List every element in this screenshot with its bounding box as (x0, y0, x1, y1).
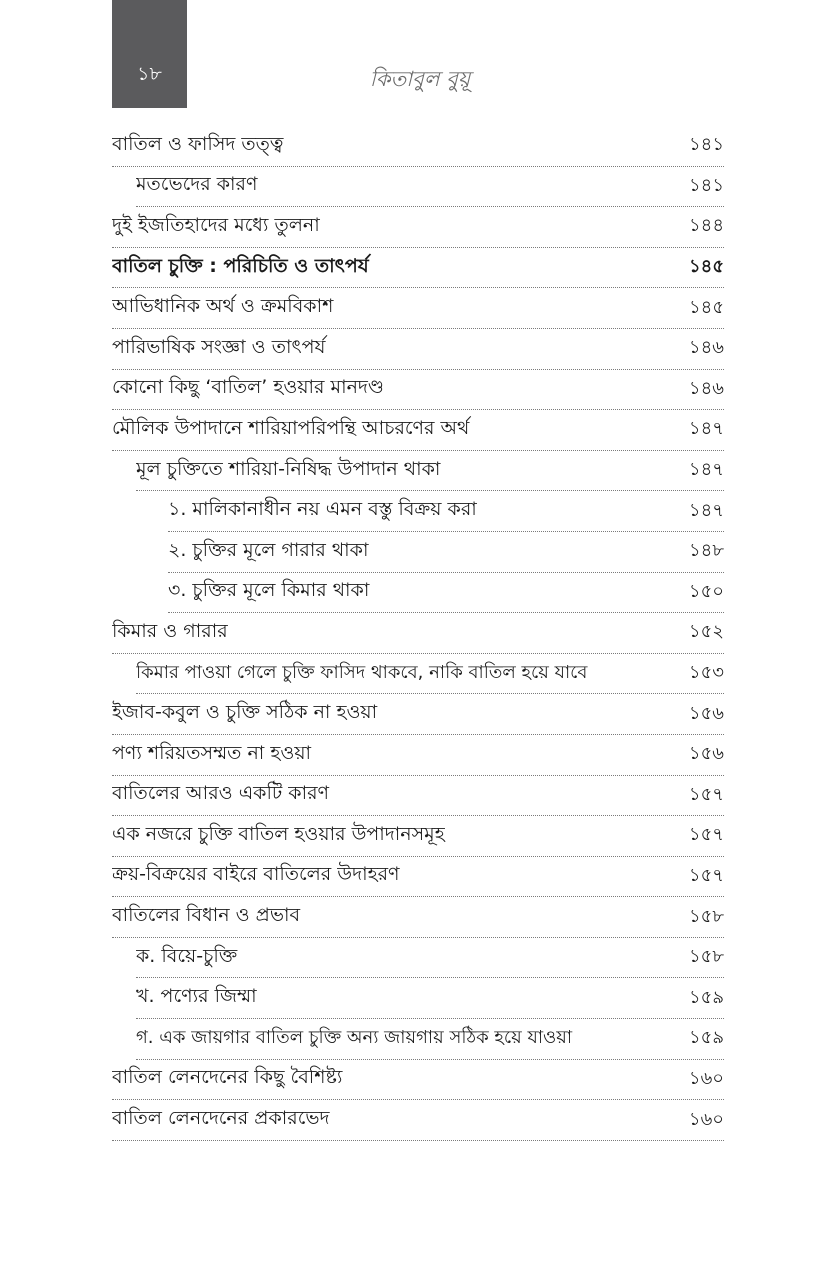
page-number-tab (112, 0, 187, 108)
toc-entry-page-number: ১৫৭ (688, 824, 724, 846)
toc-entry-page-number: ১৪১ (688, 174, 724, 196)
toc-entry-title: ৩. চুক্তির মূলে কিমার থাকা (168, 579, 370, 602)
toc-entry[interactable] (168, 573, 724, 614)
toc-entry-title: মূল চুক্তিতে শারিয়া-নিষিদ্ধ উপাদান থাকা (136, 457, 441, 480)
toc-entry-title: বাতিলের আরও একটি কারণ (112, 782, 330, 805)
toc-entry[interactable] (168, 532, 724, 573)
toc-entry-page-number: ১৪৫ (688, 256, 724, 278)
toc-entry-page-number: ১৪১ (688, 134, 724, 156)
toc-entry[interactable] (136, 978, 724, 1019)
page-number: ১৮ (137, 63, 162, 85)
toc-entry-title: ইজাব-কবুল ও চুক্তি সঠিক না হওয়া (112, 701, 378, 724)
toc-entry-title: কোনো কিছু ‘বাতিল’ হওয়ার মানদণ্ড (112, 376, 385, 399)
toc-entry-title: পণ্য শরিয়তসম্মত না হওয়া (112, 741, 312, 764)
toc-entry-page-number: ১৪৮ (688, 540, 724, 562)
toc-entry[interactable] (112, 1060, 724, 1101)
toc-entry-title: পারিভাষিক সংজ্ঞা ও তাৎপর্য (112, 335, 326, 358)
toc-entry-title: মৌলিক উপাদানে শারিয়াপরিপন্থি আচরণের অর্থ (112, 416, 470, 439)
toc-entry-page-number: ১৪৪ (688, 215, 724, 237)
toc-entry-page-number: ১৪৬ (688, 377, 724, 399)
toc-entry[interactable] (112, 694, 724, 735)
toc-entry-title: খ. পণ্যের জিম্মা (136, 985, 257, 1008)
toc-entry[interactable] (112, 329, 724, 370)
toc-entry-page-number: ১৫২ (688, 621, 724, 643)
toc-entry[interactable] (112, 816, 724, 857)
toc-entry-page-number: ১৫৬ (688, 702, 724, 724)
toc-entry-page-number: ১৬০ (688, 1108, 724, 1130)
toc-entry-title: ক্রয়-বিক্রয়ের বাইরে বাতিলের উদাহরণ (112, 863, 400, 886)
toc-entry-page-number: ১৫০ (688, 580, 724, 602)
toc-entry-page-number: ১৫৩ (688, 662, 724, 684)
toc-entry-title: কিমার ও গারার (112, 619, 228, 642)
toc-entry[interactable] (112, 897, 724, 938)
toc-entry[interactable] (136, 938, 724, 979)
toc-entry-page-number: ১৫৮ (688, 905, 724, 927)
toc-entry-title: ক. বিয়ে-চুক্তি (136, 944, 238, 967)
toc-entry-page-number: ১৫৭ (688, 783, 724, 805)
toc-entry-title: কিমার পাওয়া গেলে চুক্তি ফাসিদ থাকবে, নাকি বাতিল হয়ে যাবে (136, 662, 588, 684)
toc-entry-page-number: ১৫৭ (688, 864, 724, 886)
toc-entry-title: বাতিল লেনদেনের প্রকারভেদ (112, 1107, 330, 1130)
toc-entry-title: মতভেদের কারণ (136, 173, 258, 196)
toc-entry-title: ২. চুক্তির মূলে গারার থাকা (168, 538, 369, 561)
toc-entry[interactable] (136, 1019, 724, 1060)
toc-entry[interactable] (112, 776, 724, 817)
toc-entry[interactable] (136, 451, 724, 492)
toc-entry-title: ১. মালিকানাধীন নয় এমন বস্তু বিক্রয় করা (168, 498, 477, 521)
toc-entry[interactable] (112, 857, 724, 898)
toc-entry[interactable] (112, 288, 724, 329)
toc-entry[interactable] (136, 167, 724, 208)
toc-entry-title: আভিধানিক অর্থ ও ক্রমবিকাশ (112, 295, 334, 318)
toc-entry[interactable] (112, 613, 724, 654)
toc-entry[interactable] (112, 248, 724, 289)
toc-entry-page-number: ১৬০ (688, 1067, 724, 1089)
toc-entry[interactable] (112, 370, 724, 411)
toc-entry-title: এক নজরে চুক্তি বাতিল হওয়ার উপাদানসমূহ (112, 822, 445, 845)
toc-entry-page-number: ১৪৫ (688, 296, 724, 318)
toc-entry-page-number: ১৪৭ (688, 499, 724, 521)
toc-entry[interactable] (112, 126, 724, 167)
toc-entry[interactable] (112, 1100, 724, 1141)
toc-entry-page-number: ১৫৯ (688, 986, 724, 1008)
toc-entry[interactable] (136, 654, 724, 695)
toc-entry[interactable] (112, 410, 724, 451)
toc-entry-page-number: ১৫৯ (688, 1027, 724, 1049)
toc-entry-page-number: ১৫৬ (688, 743, 724, 765)
toc-entry-page-number: ১৫৮ (688, 946, 724, 968)
toc-entry-title: গ. এক জায়গার বাতিল চুক্তি অন্য জায়গায় সঠিক হয়ে যাওয়া (136, 1027, 573, 1049)
toc-entry-title: দুই ইজতিহাদের মধ্যে তুলনা (112, 213, 320, 236)
toc-entry-page-number: ১৪৭ (688, 418, 724, 440)
toc-entry-title: বাতিল ও ফাসিদ তত্ত্ব (112, 132, 284, 155)
toc-entry-page-number: ১৪৬ (688, 337, 724, 359)
toc-entry[interactable] (112, 207, 724, 248)
toc-entry-page-number: ১৪৭ (688, 459, 724, 481)
running-head-title: কিতাবুল বুয়ূ (369, 67, 471, 91)
toc-entry-title: বাতিল চুক্তি : পরিচিতি ও তাৎপর্য (112, 254, 369, 277)
toc-entry-title: বাতিল লেনদেনের কিছু বৈশিষ্ট্য (112, 1066, 343, 1089)
toc-entry[interactable] (168, 491, 724, 532)
table-of-contents (112, 126, 724, 1141)
toc-entry-title: বাতিলের বিধান ও প্রভাব (112, 904, 301, 927)
toc-entry[interactable] (112, 735, 724, 776)
